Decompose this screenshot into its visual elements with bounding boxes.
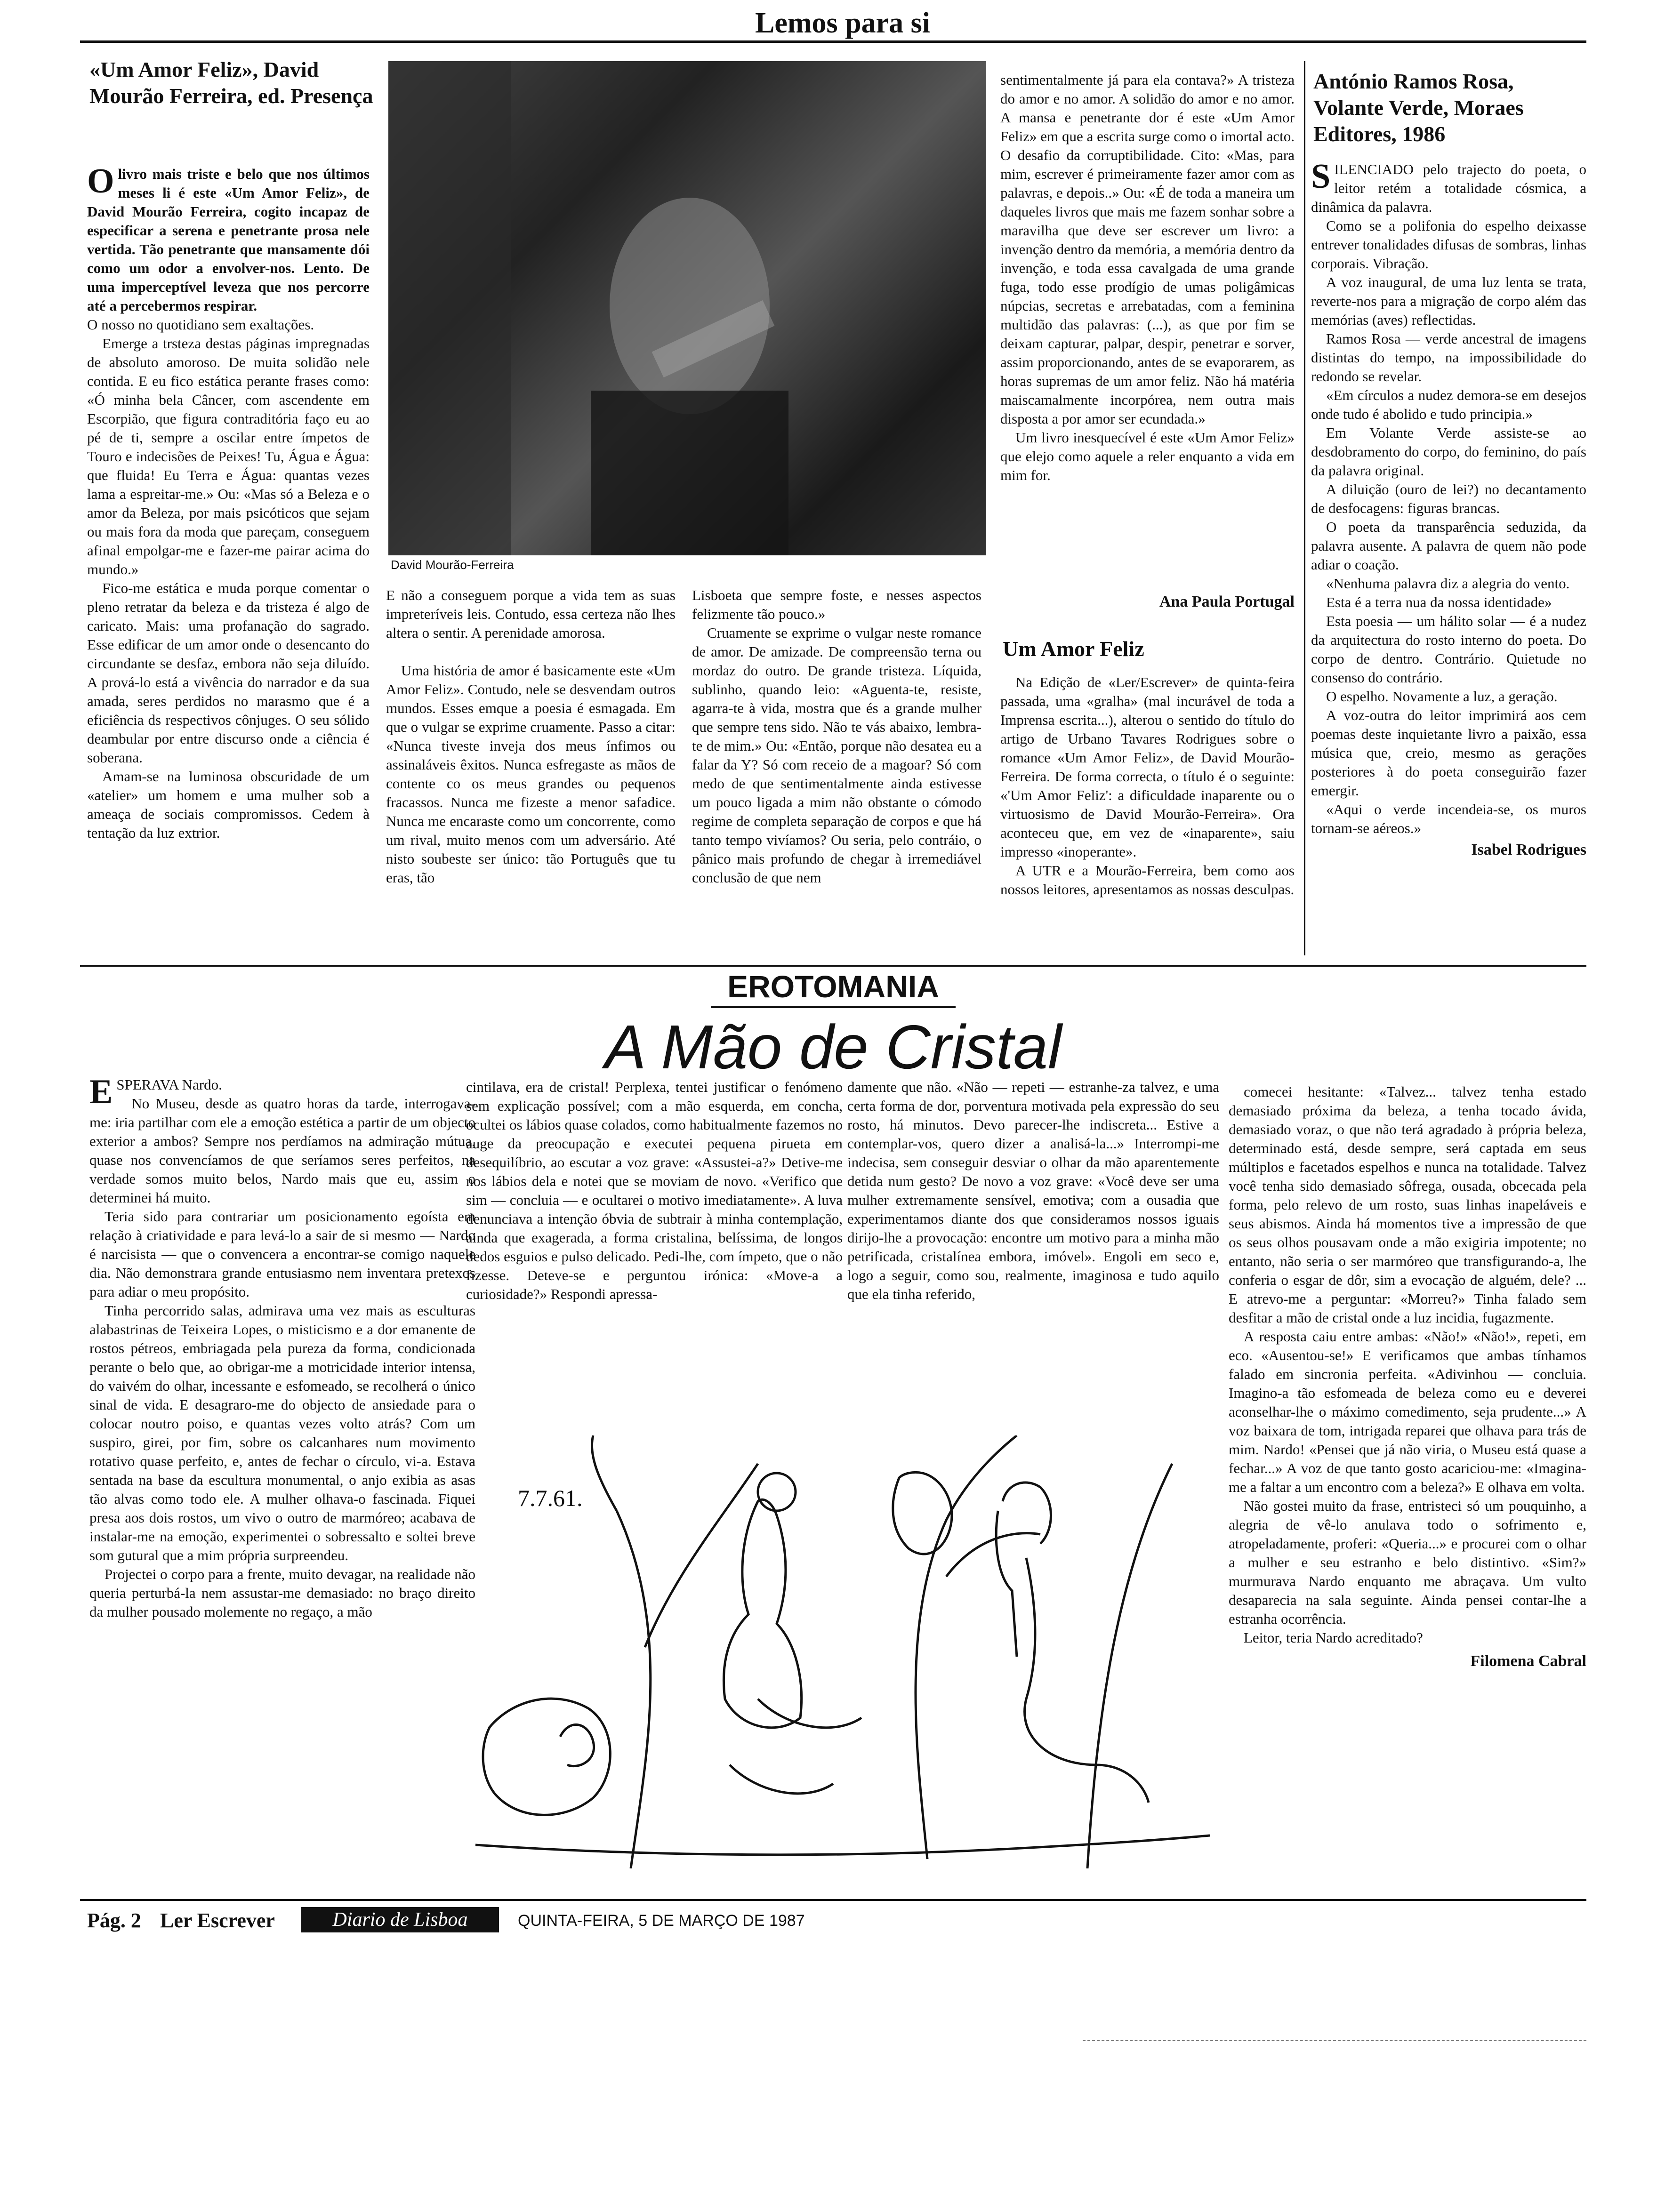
- paragraph: «Aqui o verde incendeia-se, os muros tornam-se aéreos.»: [1311, 801, 1586, 836]
- erratum-para: A UTR e a Mourão-Ferreira, bem como aos nossos leitores, apresentamos as nossas desculpas.: [1000, 862, 1295, 898]
- review1-heading: «Um Amor Feliz», David Mourão Ferreira, ed. Presença: [89, 57, 373, 108]
- story-lead: SPERAVA Nardo.: [116, 1076, 222, 1093]
- review1-col3: [692, 586, 981, 958]
- review2-col: [1311, 160, 1586, 955]
- photo-caption: David Mourão-Ferreira: [391, 558, 514, 572]
- section-title: Lemos para si: [755, 7, 930, 39]
- story-col1-paras: [89, 1094, 475, 1621]
- drop-cap-s: S: [1311, 160, 1331, 196]
- paragraph: Em Volante Verde assiste-se ao desdobramento do corpo, do feminino, do país da palavra original.: [1311, 425, 1586, 479]
- paragraph: Esta poesia — um hálito solar — é a nudez da arquitectura do rosto interno do poeta. Do corpo de dentro. Contrário. Quietude no consenso do contrário.: [1311, 613, 1586, 686]
- story-col4: [1229, 1082, 1586, 1892]
- paragraph: comecei hesitante: «Talvez... talvez tenha estado demasiado próxima da beleza, a tenha tocado ávida, demasiado voraz, o que não terá agradado à própria beleza, determinado está, desde sempre, será captada em seus múltiplos e facetados espelhos e nunca na totalidade. Talvez você tenha sido demasiado sôfrega, ousada, obcecada pela forma, pelo relevo de um rosto, suas linhas inapeláveis e seus abismos. Ainda há momentos tive a impressão de que os seus olhos pousavam onde a mão exigiria impotente; no entanto, não seria o ser marmóreo que transfigurando-a, lhe conferia o esgar de dôr, sim a evocação de alguém, dele? ... E atrevo-me a perguntar: «Morreu?» Tinha falado sem desfitar a mão de cristal onde a luz incidia, fugazmente.: [1229, 1083, 1586, 1326]
- drop-cap-e: E: [89, 1075, 113, 1111]
- review2-lead: ILENCIADO pelo trajecto do poeta, o leitor retém a totalidade cósmica, a dinâmica da palavra.: [1311, 161, 1586, 215]
- review1-col2: [386, 586, 676, 958]
- paragraph: damente que não. «Não — repeti — estranhe-za talvez, e uma certa forma de dor, porventura motivada pela expressão do seu rosto, há minutos. Devo parecer-lhe indiscreta... Estive a contemplar-vos, quero dizer a analisá-la...» Interrompi-me indecisa, sem conseguir desviar o olhar da mão aparentemente detida num gesto? De novo a voz grave: «Você deve ser uma mulher extremamente sensível, emotiva; com a ousadia que experimentamos diante dos que consideramos nossos iguais dirijo-lhe a provocação: encontre um motivo para a minha mão petrificada, cristalínea embora, imóvel». Engoli em seco e, logo a seguir, como sou, realmente, imaginosa e tudo aquilo que ela tinha referido,: [847, 1079, 1219, 1302]
- paragraph: Leitor, teria Nardo acreditado?: [1244, 1629, 1423, 1646]
- paragraph: «Em círculos a nudez demora-se em desejos onde tudo é abolido e tudo principia.»: [1311, 387, 1586, 422]
- paragraph: Como se a polifonia do espelho deixasse entrever tonalidades difusas de sombras, linhas corporais. Vibração.: [1311, 217, 1586, 272]
- footer-page: Pág. 2: [87, 1909, 141, 1932]
- footer-date: QUINTA-FEIRA, 5 DE MARÇO DE 1987: [518, 1912, 805, 1930]
- story-col3: [847, 1078, 1219, 1407]
- drawing-date: 7.7.61.: [518, 1485, 583, 1511]
- review1-para: O nosso no quotidiano sem exaltações.: [87, 316, 314, 333]
- paragraph: Ramos Rosa — verde ancestral de imagens distintas do tempo, na impossibilidade do redondo se revelar.: [1311, 330, 1586, 385]
- review2-signature: Isabel Rodrigues: [1471, 841, 1586, 858]
- review1-para: Emerge a trsteza destas páginas impregnadas de absoluto amoroso. De muita solidão nele contida. E eu fico estática perante frases como: «Ó minha bela Câncer, com ascendente em Escorpião, que figura contraditória faço eu ao pé de ti, sempre a oscilar entre ímpetos de Touro e indecisões de Peixes! Tu, Água e Água: que fluida! Eu Terra e Água: quantas vezes lama a espreitar-me.» Ou: «Mas só a Beleza e o amor da Beleza, por mais psicóticos que sejam ou mais fora da moda que pareçam, conseguem afinal empolgar-me e fazer-me pairar acima do mundo.»: [87, 335, 370, 577]
- paragraph: O poeta da transparência seduzida, da palavra ausente. A palavra de quem não pode adiar o coação.: [1311, 519, 1586, 573]
- paragraph: Não gostei muito da frase, entristeci só um pouquinho, a alegria de vê-lo anulava todo o sofrimento e, atropeladamente, proferi: «Queria...» e procurei com o olhar a mulher e seu estranho e belo distintivo. «Sim?» murmurava Nardo enquanto me abraçava. Um vulto desaparecia na sala seguinte. Ainda pensei contar-lhe a estranha ocorrência.: [1229, 1498, 1586, 1627]
- paragraph: Tinha percorrido salas, admirava uma vez mais as esculturas alabastrinas de Teixeira Lopes, o misticismo e a dor emanente de rostos pétreos, embriagada pela pureza da forma, condicionada perante o belo que, ao obrigar-me a motricidade interior intensa, do vaivém do olhar, incessante e esfomeado, se recolherá o único sinal de vida. E desagraro-me do objecto de ansiedade para o colocar noutro poiso, e quantas vezes volto atrás? Com um suspiro, girei, por fim, sobre os calcanhares num movimento rotativo quase perfeito, e, antes de fechar o círculo, vi-a. Estava sentada na base da escultura monumental, o anjo exibia as asas tão alvas como todo ele. A mulher olhava-o fascinada. Fiquei presa aos dois rostos, um vivo o outro de marmóreo; acabava de instalar-me na emoção, experimentei o sobressalto e soltei breve som gutural que a mim própria surpreendeu.: [89, 1302, 475, 1563]
- review1-para: E não a conseguem porque a vida tem as suas impreteríveis leis. Contudo, essa certeza não lhes altera o sentir. A perenidade amorosa.: [386, 587, 676, 641]
- footer-section: Ler Escrever: [160, 1909, 275, 1932]
- column-rule: [1304, 61, 1305, 955]
- drawing-figures: [475, 1435, 1210, 1868]
- paragraph: A voz inaugural, de uma luz lenta se trata, reverte-nos para a migração de corpo além das memórias (aves) reflectidas.: [1311, 274, 1586, 328]
- review1-para: Cruamente se exprime o vulgar neste romance de amor. De amizade. De compreensão terna ou mordaz do outro. De grande tristeza. Líquida, sublinho, quando leio: «Aguenta-te, resiste, agarra-te à vida, mostra que és a grande mulher que sempre tens sido. Não te vás abaixo, lembra-te de mim.» Ou: «Então, porque não desatea eu a falar da Y? Só com receio de a magoar? Só com medo de que sentimentalmente ainda estivesse um pouco ligada a mim não obstante o cómodo regime de completa separação de corpos e que há tanto tempo vivíamos? Ou seria, pelo contráio, o pânico mais profundo de chegar à irremediável conclusão de que nem: [692, 625, 981, 886]
- paragraph: A voz-outra do leitor imprimirá aos cem poemas deste inquietante livro a paixão, essa música que, creio, mesmo as gerações posteriores à do poeta conseguirão fazer emergir.: [1311, 707, 1586, 799]
- bottom-dots: [1083, 2040, 1586, 2041]
- review2-heading: António Ramos Rosa, Volante Verde, Moraes Editores, 1986: [1313, 69, 1524, 146]
- review1-para: Um livro inesquecível é este «Um Amor Feliz» que elejo como aquele a reler enquanto a vida em mim for.: [1000, 429, 1295, 483]
- story-col3-paras: [847, 1078, 1219, 1304]
- paragraph: Projectei o corpo para a frente, muito devagar, na realidade não queria perturbá-la nem assustar-me demasiado: no braço direito da mulher pousado molemente no regaço, a mão: [89, 1566, 475, 1620]
- photo-portrait: [388, 61, 986, 555]
- section-rule: [80, 965, 1586, 967]
- review1-col4: [1000, 71, 1295, 579]
- section-label: EROTOMANIA: [711, 967, 956, 1008]
- review1-lead: livro mais triste e belo que nos últimos meses li é este «Um Amor Feliz», de David Mourão Ferreira, cogito incapaz de especificar a serena e penetrante prosa nele vertida. Tão penetrante que mansamente dói como um odor a envolver-nos. Lento. De uma imperceptível leveza que nos percorre até a percebermos respirar.: [87, 166, 370, 314]
- review1-para: Amam-se na luminosa obscuridade de um «atelier» um homem e uma mulher sob a ameaça de sociais compromissos. Cedem à tentação da luz extrior.: [87, 768, 370, 841]
- footer-masthead: Diario de Lisboa: [301, 1907, 499, 1932]
- story-col4-paras: [1229, 1082, 1586, 1647]
- story-col2-paras: [466, 1078, 843, 1304]
- review1-para: sentimentalmente já para ela contava?» A tristeza do amor e no amor. A solidão do amor e no amor. A mansa e penetrante dor é este «Um Amor Feliz» em que a escrita surge como o imortal acto. O desafio da corruptibilidade. Cito: «Mas, para mim, escrever é primeiramente fazer amor com as palavras, e depois..» Ou: «É de toda a maneira um daqueles livros que mais me fazem sonhar sobre a maravilha que deve ser escrever um livro: a invenção dentro da memória, a memória dentro da invenção, e toda essa cavalgada de uma grande fuga, todo esse prodígio de umas poligâmicas núpcias, secretas e arrebatadas, com a feminina multidão das palavras: (...), as que por fim se deixam capturar, palpar, despir, penetrar e sorver, assim proporcionando, antes de se evaporarem, as horas supremas de um amor feliz. Não há matéria maiscamalmente incorpórea, nem outra mais disposta a por amor ser ecundada.»: [1000, 72, 1295, 427]
- paragraph: Esta é a terra nua da nossa identidade»: [1326, 594, 1552, 610]
- header-rule: [80, 40, 1586, 43]
- review1-signature: Ana Paula Portugal: [1159, 593, 1295, 610]
- story-signature: Filomena Cabral: [1470, 1652, 1586, 1670]
- paragraph: cintilava, era de cristal! Perplexa, tentei justificar o fenómeno sem explicação possível; com a mão esquerda, em concha, ocultei os lábios quase colados, como habitualmente fazemos no auge da preocupação e executei pequena pirueta em desequilíbrio, ao escutar a voz grave: «Assustei-a?» Detive-me nos lábios dela e notei que se moviam de novo. «Verifico que sim — concluia — e ocultarei o motivo imediatamente». A luva denunciava a intenção óbvia de subtrair à minha contemplação, ainda que exagerada, a forma cristalina, belíssima, de longos dedos esguios e pulso delicado. Pedi-lhe, com ímpeto, que o não fizesse. Deteve-se e perguntou irónica: «Move-a a curiosidade?» Respondi apressa-: [466, 1079, 843, 1302]
- erratum-para: Na Edição de «Ler/Escrever» de quinta-feira passada, uma «gralha» (mal incurável de toda a Imprensa escrita...), alterou o sentido do título do artigo de Urbano Tavares Rodrigues sobre o romance «Um Amor Feliz», de David Mourão-Ferreira. De forma correcta, o título é o seguinte: «'Um Amor Feliz': a dificuldade inaparente ou o virtuosismo de David Mourão-Ferreira». Ora aconteceu que, em vez de «inaparente», saiu impresso «inoperante».: [1000, 674, 1295, 860]
- review1-para: Lisboeta que sempre foste, e nesses aspectos felizmente tão pouco.»: [692, 587, 981, 622]
- story-col1: [89, 1075, 475, 1875]
- author-photo: [388, 61, 986, 555]
- paragraph: A resposta caiu entre ambas: «Não!» «Não!», repeti, em eco. «Ausentou-se!» E verificamos que ambas tínhamos falado em sincronia perfeita. «Adivinhou — concluia. Imagino-a tão esfomeada de beleza como eu e deverei aconselhar-lhe o máximo comedimento, seja prudente...» A voz baixara de tom, intrigada reparei que olhava para trás de mim. Nardo! «Pensei que já não viria, o Museu está quase a fechar...» A voz de que tanto gosto acariciou-me: «Imagina-me a faltar a um encontro com a beleza?» E olhava em volta.: [1229, 1328, 1586, 1495]
- review1-col1: [87, 165, 370, 899]
- review1-para: Fico-me estática e muda porque comentar o pleno retratar da beleza e da tristeza é algo de caricato. Mais: uma profanação do sagrado. Esse edificar de um amor onde o desencanto do circundante se desfaz, embora não seja diluído. A prová-lo está a vivência do narrador e da sua amada, seres perdidos no marasmo que é a eficiência ds respectivos cônjuges. O seu sólido deambular por entre discurso onde a ciência é soberana.: [87, 580, 370, 766]
- paragraph: No Museu, desde as quatro horas da tarde, interrogava-me: iria partilhar com ele a emoção estética a partir de um objecto exterior a ambos? Sempre nos perdíamos na admiração mútua, quase nos convencíamos de que seríamos seres perfeitos, na verdade somos muito belos, Nardo mais que eu, assim o determinei há muito.: [89, 1095, 475, 1206]
- erratum-heading: Um Amor Feliz: [1003, 637, 1144, 661]
- paragraph: A diluição (ouro de lei?) no decantamento de desfocagens: figuras brancas.: [1311, 481, 1586, 516]
- paragraph: «Nenhuma palavra diz a alegria do vento.: [1326, 575, 1570, 592]
- line-drawing: [475, 1435, 1210, 1868]
- drop-cap-o: O: [87, 165, 114, 200]
- paragraph: O espelho. Novamente a luz, a geração.: [1326, 688, 1558, 705]
- erratum-text: [1000, 673, 1295, 955]
- review1-para: Uma história de amor é basicamente este «Um Amor Feliz». Contudo, nele se desvendam outros mundos. Esses emque a poesia é esmagada. Em que o vulgar se exprime cruamente. Passo a citar: «Nunca tiveste inveja dos meus ínfimos ou assinaláveis êxitos. Nunca esfregaste as mãos de contente co os meus grandes ou pequenos fracassos. Nunca me fizeste a menor safadice. Nunca me encaraste como um concorrente, como um rival, muito menos com um adversário. Até nisto soubeste ser único: tão Português que tu eras, tão: [386, 662, 676, 886]
- paragraph: Teria sido para contrariar um posicionamento egoísta em relação à criatividade e para levá-lo a sair de si mesmo — Nardo é narcisista — que o convencera a encontrar-se comigo naquele dia. Não demonstrara grande entusiasmo nem inventara pretexos para adiar o meu propósito.: [89, 1208, 475, 1300]
- story-col2: [466, 1078, 843, 1407]
- review2-paras: [1311, 216, 1586, 838]
- footer-rule: [80, 1899, 1586, 1901]
- story-title: A Mão de Cristal: [604, 1012, 1062, 1082]
